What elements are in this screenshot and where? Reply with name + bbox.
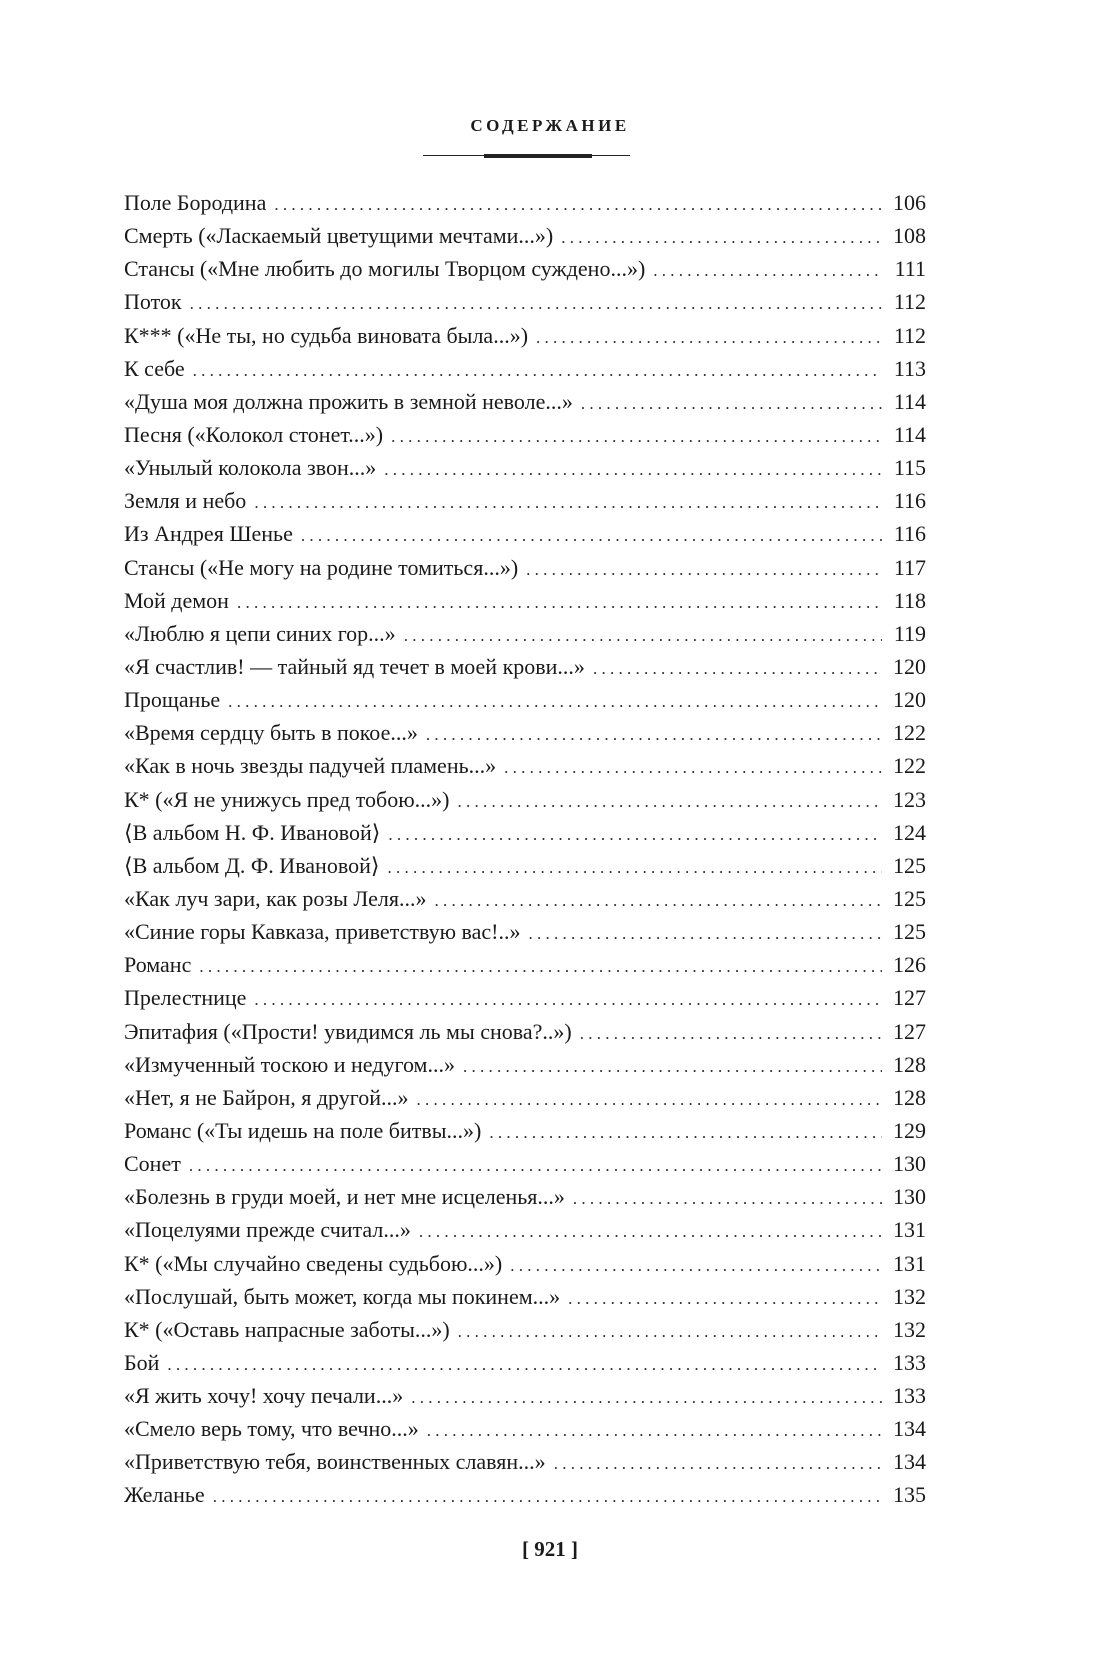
toc-entry-title: Прощанье [124,687,221,713]
toc-entry [124,451,926,484]
toc-entry [124,252,926,285]
page-title: СОДЕРЖАНИЕ [470,116,630,135]
toc-entry-title: «Приветствую тебя, воинственных славян...» [124,1449,546,1475]
toc-entry-title: «Как луч зари, как розы Леля...» [124,885,427,911]
toc-entry-title: «Я жить хочу! хочу печали...» [124,1383,404,1409]
toc-entry-title: Земля и небо [124,488,247,514]
toc-entry [124,1048,926,1081]
toc-entry-page: 134 [893,1416,926,1442]
toc-entry-page: 116 [893,488,926,514]
toc-entry-title: К* («Я не унижусь пред тобою...») [124,786,450,812]
toc-entry [124,948,926,981]
toc-entry [124,816,926,849]
toc-entry [124,749,926,782]
toc-entry-title: ⟨В альбом Н. Ф. Ивановой⟩ [124,819,381,845]
toc-entry [124,219,926,252]
toc-entry-title: К*** («Не ты, но судьба виновата была...») [124,322,529,348]
toc-dot-leader [301,519,882,552]
toc-entry-page: 126 [893,952,926,978]
toc-entry-page: 122 [893,720,926,746]
toc-entry-page: 106 [893,190,926,215]
toc-entry [124,1180,926,1213]
toc-entry-title: Сонет [124,1151,181,1177]
toc-entry-page: 122 [893,753,926,779]
toc-dot-leader [526,553,882,586]
toc-dot-leader [463,1050,882,1083]
toc-entry-page: 132 [893,1316,926,1342]
toc-entry-page: 123 [893,786,926,812]
toc-dot-leader [190,287,882,320]
toc-dot-leader [435,884,882,917]
toc-entry-page: 135 [893,1482,926,1508]
toc-entry [124,551,926,584]
toc-dot-leader [489,1116,882,1149]
toc-entry-page: 128 [893,1084,926,1110]
toc-entry-page: 132 [893,1283,926,1309]
toc-entry-title: Смерть («Ласкаемый цветущими мечтами...») [124,223,554,249]
toc-entry-title: Эпитафия («Прости! увидимся ль мы снова?..») [124,1018,572,1044]
toc-entry-title: К* («Оставь напрасные заботы...») [124,1316,450,1342]
toc-entry-page: 129 [893,1117,926,1143]
toc-dot-leader [167,1348,882,1381]
toc-entry-page: 116 [893,521,926,547]
toc-entry-title: Из Андрея Шенье [124,521,293,547]
toc-entry-page: 111 [894,256,926,282]
toc-dot-leader [387,851,882,884]
toc-dot-leader [528,917,882,950]
toc-entry-page: 115 [893,455,926,481]
toc-entry [124,1379,926,1412]
toc-entry [124,915,926,948]
toc-entry [124,517,926,550]
toc-dot-leader [580,1017,882,1050]
toc-dot-leader [388,818,882,851]
toc-dot-leader [554,1447,882,1480]
title-rule-thick [484,154,592,158]
toc-entry-title: Стансы («Мне любить до могилы Творцом суждено...») [124,256,646,282]
toc-entry-page: 133 [893,1349,926,1375]
toc-entry [124,716,926,749]
toc-entry-page: 113 [893,355,926,381]
toc-dot-leader [457,785,882,818]
toc-entry-page: 120 [893,687,926,713]
toc-entry [124,981,926,1014]
toc-entry [124,1114,926,1147]
toc-entry [124,1213,926,1246]
toc-entry-title: «Болезнь в груди моей, и нет мне исцеленья...» [124,1184,565,1210]
toc-entry-title: «Время сердцу быть в покое...» [124,720,418,746]
toc-dot-leader [228,685,882,718]
toc-entry-page: 125 [893,919,926,945]
toc-dot-leader [504,751,882,784]
toc-entry-page: 131 [893,1217,926,1243]
toc-entry-title: Прелестнице [124,985,247,1011]
toc-entry-page: 114 [893,421,926,447]
toc-entry-page: 127 [893,1018,926,1044]
toc-entry-page: 120 [893,653,926,679]
toc-entry [124,882,926,915]
toc-dot-leader [254,983,882,1016]
toc-dot-leader [213,1480,882,1513]
toc-entry [124,584,926,617]
toc-dot-leader [593,652,882,685]
toc-dot-leader [419,1215,882,1248]
toc-dot-leader [193,354,882,387]
toc-entry-page: 119 [893,620,926,646]
toc-entry-title: «Поцелуями прежде считал...» [124,1217,411,1243]
toc-entry [124,186,926,219]
toc-entry-title: К* («Мы случайно сведены судьбою...») [124,1250,503,1276]
toc-entry [124,1412,926,1445]
toc-entry-title: Желанье [124,1482,205,1508]
toc-entry [124,319,926,352]
toc-entry-title: «Как в ночь звезды падучей пламень...» [124,753,497,779]
toc-entry-page: 114 [893,388,926,414]
toc-entry-page: 112 [893,289,926,315]
toc-entry [124,285,926,318]
toc-entry-title: «Смело верь тому, что вечно...» [124,1416,419,1442]
toc-dot-leader [427,1414,882,1447]
toc-entry-page: 131 [893,1250,926,1276]
toc-dot-leader [384,453,882,486]
toc-entry-title: «Синие горы Кавказа, приветствую вас!..» [124,919,521,945]
toc-dot-leader [189,1149,882,1182]
toc-entry [124,849,926,882]
toc-entry [124,1478,926,1511]
toc-dot-leader [573,1182,882,1215]
page-number: [ 921 ] [522,1537,578,1561]
toc-entry-title: «Люблю я цепи синих гор...» [124,620,396,646]
toc-entry-title: К себе [124,355,185,381]
toc-entry [124,1147,926,1180]
toc-entry-title: Поле Бородина [124,190,267,215]
toc-entry-title: «Измученный тоскою и недугом...» [124,1051,455,1077]
toc-entry-title: Мой демон [124,587,229,613]
toc-entry [124,1313,926,1346]
toc-entry-title: Поток [124,289,182,315]
toc-dot-leader [426,718,882,751]
toc-entry [124,484,926,517]
toc-entry-title: «Душа моя должна прожить в земной неволе...» [124,388,573,414]
toc-dot-leader [237,586,882,619]
toc-dot-leader [458,1315,882,1348]
toc-entry [124,1247,926,1280]
toc-entry-title: Песня («Колокол стонет...») [124,421,384,447]
toc-entry [124,1445,926,1478]
toc-entry-page: 134 [893,1449,926,1475]
table-of-contents [124,186,926,1512]
toc-entry-page: 125 [893,852,926,878]
toc-entry-page: 130 [893,1184,926,1210]
toc-dot-leader [653,254,882,287]
toc-dot-leader [568,1282,882,1315]
toc-entry-title: Романс [124,952,192,978]
toc-dot-leader [536,321,882,354]
toc-entry-page: 133 [893,1383,926,1409]
toc-dot-leader [411,1381,882,1414]
toc-entry [124,650,926,683]
toc-entry [124,385,926,418]
toc-dot-leader [254,486,882,519]
toc-entry [124,783,926,816]
toc-entry [124,352,926,385]
toc-entry [124,1346,926,1379]
toc-entry [124,1081,926,1114]
toc-entry-title: Бой [124,1349,160,1375]
toc-entry-page: 128 [893,1051,926,1077]
toc-entry [124,1015,926,1048]
toc-entry [124,617,926,650]
toc-dot-leader [199,950,882,983]
toc-entry-title: «Унылый колокола звон...» [124,455,377,481]
toc-entry [124,418,926,451]
toc-entry-page: 127 [893,985,926,1011]
toc-entry [124,1280,926,1313]
toc-entry-page: 108 [893,223,926,249]
toc-dot-leader [581,387,882,420]
toc-entry-title: Стансы («Не могу на родине томиться...») [124,554,519,580]
toc-dot-leader [417,1083,883,1116]
toc-entry-page: 117 [893,554,926,580]
toc-dot-leader [404,619,882,652]
toc-entry-title: ⟨В альбом Д. Ф. Ивановой⟩ [124,852,380,878]
toc-entry-page: 118 [893,587,926,613]
toc-entry-title: «Я счастлив! — тайный яд течет в моей крови...» [124,653,585,679]
toc-dot-leader [510,1249,882,1282]
toc-entry-page: 130 [893,1151,926,1177]
toc-entry-title: «Нет, я не Байрон, я другой...» [124,1084,409,1110]
toc-entry-page: 125 [893,885,926,911]
toc-dot-leader [274,188,882,221]
toc-entry-page: 112 [893,322,926,348]
toc-entry-page: 124 [893,819,926,845]
toc-dot-leader [561,221,882,254]
toc-dot-leader [391,420,882,453]
toc-entry-title: Романс («Ты идешь на поле битвы...») [124,1117,482,1143]
toc-entry-title: «Послушай, быть может, когда мы покинем...» [124,1283,561,1309]
toc-entry [124,683,926,716]
